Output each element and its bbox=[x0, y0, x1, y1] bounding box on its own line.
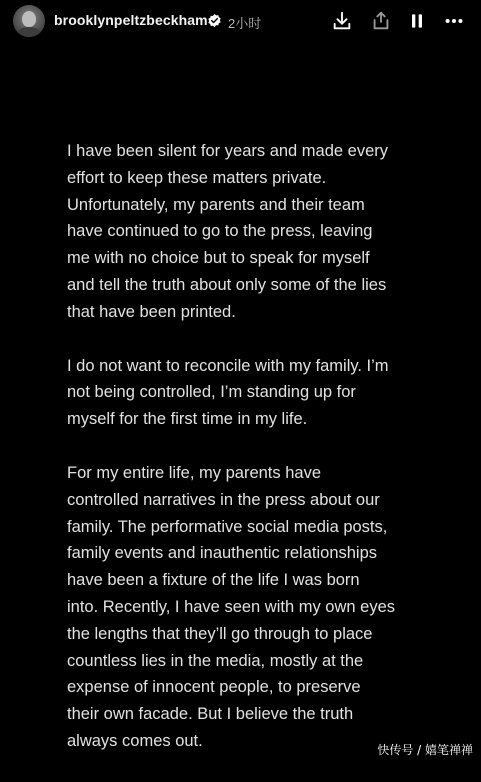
text-line: I do not want to reconcile with my family. I’m bbox=[67, 356, 389, 375]
paragraph-3 bbox=[67, 460, 447, 755]
username[interactable]: brooklynpeltzbeckham bbox=[54, 12, 208, 28]
text-line: myself for the first time in my life. bbox=[67, 410, 308, 429]
verified-badge-icon bbox=[207, 13, 222, 28]
text-line: have been a fixture of the life I was born bbox=[67, 571, 360, 590]
text-line: effort to keep these matters private. bbox=[67, 168, 327, 187]
story-header bbox=[0, 0, 481, 44]
avatar[interactable] bbox=[13, 5, 45, 37]
more-icon[interactable] bbox=[441, 8, 467, 34]
text-line: and tell the truth about only some of the lies bbox=[67, 275, 387, 294]
pause-icon[interactable] bbox=[404, 8, 430, 34]
story-text-content bbox=[67, 138, 447, 782]
post-timestamp: 2小时 bbox=[228, 16, 262, 31]
text-line: have continued to go to the press, leaving bbox=[67, 222, 373, 241]
text-line: family events and inauthentic relationships bbox=[67, 544, 378, 563]
text-line: countless lies in the media, mostly at the bbox=[67, 651, 364, 670]
text-line: family. The performative social media posts, bbox=[67, 517, 388, 536]
paragraph-2 bbox=[67, 353, 447, 433]
text-line: into. Recently, I have seen with my own eyes bbox=[67, 597, 396, 616]
text-line: I have been silent for years and made every bbox=[67, 142, 389, 160]
text-line: For my entire life, my parents have bbox=[67, 463, 322, 482]
watermark: 快传号 / 嬉笔禅禅 bbox=[377, 743, 473, 757]
text-line: that have been printed. bbox=[67, 302, 236, 321]
text-line: not being controlled, I’m standing up for bbox=[67, 383, 356, 402]
text-line: expense of innocent people, to preserve bbox=[67, 678, 361, 697]
text-line: their own facade. But I believe the truth bbox=[67, 705, 354, 724]
share-icon[interactable] bbox=[368, 8, 394, 34]
download-icon[interactable] bbox=[329, 8, 355, 34]
text-line: controlled narratives in the press about our bbox=[67, 490, 380, 509]
text-line: the lengths that they’ll go through to place bbox=[67, 624, 373, 643]
text-line: Unfortunately, my parents and their team bbox=[67, 195, 365, 214]
paragraph-1 bbox=[67, 138, 447, 326]
text-line: always comes out. bbox=[67, 731, 203, 750]
text-line: me with no choice but to speak for myself bbox=[67, 249, 370, 268]
